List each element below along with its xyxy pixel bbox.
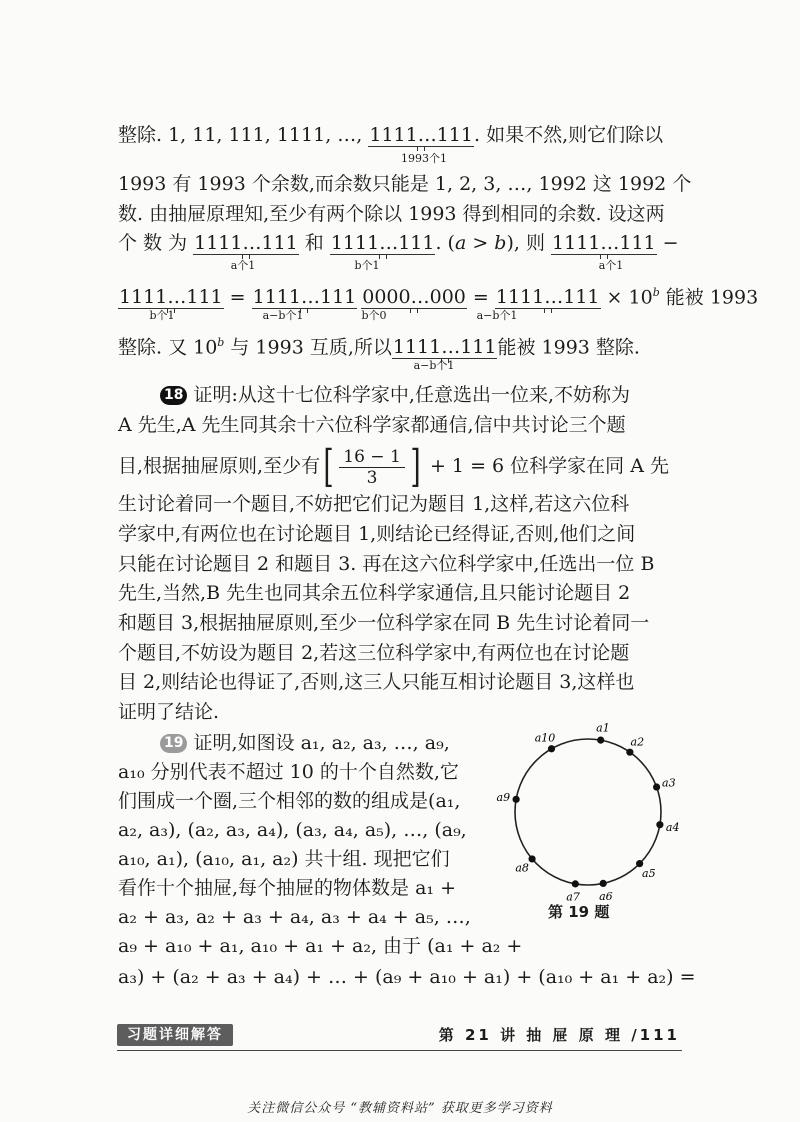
section-tag: 习题详细解答 xyxy=(117,1024,233,1046)
watermark: 关注微信公众号 “教辅资料站” 获取更多学习资料 xyxy=(247,1101,553,1116)
p18-line-8: 和题目 3,根据抽屉原则,至少一位科学家在同 B 先生讨论着同一 xyxy=(118,612,650,634)
node-a7 xyxy=(572,880,579,887)
node-a8 xyxy=(528,855,535,862)
text-span: 能被 1993 xyxy=(659,286,759,309)
underbrace-b-ones: 1111…111 xyxy=(330,232,435,254)
p18-line-3 xyxy=(118,441,669,492)
p19-line-4: a₂, a₃), (a₂, a₃, a₄), (a₃, a₄, a₅), …, (a₉, xyxy=(118,819,467,841)
p18-line-9: 个题目,不妨设为题目 2,若这三位科学家中,有两位也在讨论题 xyxy=(118,642,630,664)
text-line-4 xyxy=(118,231,679,255)
text-span: 整除. 又 10 xyxy=(118,336,218,359)
underbrace-amb-ones-2: 1111…111 xyxy=(495,286,600,309)
text-line-6 xyxy=(118,331,640,359)
text-span: 整除. 1, 11, 111, 1111, …, xyxy=(118,124,369,146)
node-label-a9: a9 xyxy=(496,791,511,805)
p18-line-7: 先生,当然,B 先生也同其余五位科学家通信,且只能讨论题目 2 xyxy=(118,582,631,604)
node-a1 xyxy=(597,737,604,744)
text-span: 与 1993 互质,所以 xyxy=(224,336,392,359)
node-label-a8: a8 xyxy=(515,861,529,875)
text-span: > xyxy=(466,232,495,254)
fraction xyxy=(339,447,405,488)
underbrace-label: 1993个1 xyxy=(401,152,447,165)
node-a3 xyxy=(653,783,660,790)
p18-line-4: 生讨论着同一个题目,不妨把它们记为题目 1,这样,若这六位科 xyxy=(118,493,630,515)
node-a4 xyxy=(656,821,663,828)
node-label-a10: a10 xyxy=(534,731,556,745)
text-span: . ( xyxy=(435,232,455,254)
underbrace-ones-1993: 1111…111 xyxy=(369,124,473,146)
underbrace-label: a−b个1 xyxy=(413,359,455,372)
node-a6 xyxy=(600,880,607,887)
node-a2 xyxy=(626,749,633,756)
text-span: 个 数 为 xyxy=(118,232,194,254)
text-line-5 xyxy=(118,281,758,309)
underbrace-label: b个1 xyxy=(354,259,380,272)
superscript-b: b xyxy=(652,286,660,299)
node-label-a4: a4 xyxy=(665,820,680,834)
chapter-page: 第 21 讲 抽 屉 原 理 /111 xyxy=(438,1026,680,1044)
underbrace-label: b个0 xyxy=(361,309,387,322)
node-a10 xyxy=(548,745,555,752)
p18-line-1 xyxy=(160,383,630,407)
text-span: 能被 1993 整除. xyxy=(497,336,640,359)
text-line-1 xyxy=(118,123,663,147)
text-line-2: 1993 有 1993 个余数,而余数只能是 1, 2, 3, …, 1992 这 1992 个 xyxy=(118,173,692,195)
p18-line-10: 目 2,则结论也得证了,否则,这三人只能互相讨论题目 3,这样也 xyxy=(118,671,635,693)
underbrace-amb-ones-3: 1111…111 xyxy=(392,336,497,359)
problem-number-19: 19 xyxy=(160,734,187,753)
p19-line-8: a₉ + a₁₀ + a₁, a₁₀ + a₁ + a₂, 由于 (a₁ + a₂ + xyxy=(118,935,523,957)
p18-line-5: 学家中,有两位也在讨论题目 1,则结论已经得证,否则,他们之间 xyxy=(118,523,636,545)
node-label-a3: a3 xyxy=(662,776,676,790)
p19-line-7: a₂ + a₃, a₂ + a₃ + a₄, a₃ + a₄ + a₅, …, xyxy=(118,906,471,928)
p19-line-9: a₃) + (a₂ + a₃ + a₄) + … + (a₉ + a₁₀ + a₁) + (a₁₀ + a₁ + a₂) = xyxy=(118,966,696,988)
var-b: b xyxy=(494,232,507,254)
text-span: 证明:从这十七位科学家中,任意选出一位来,不妨称为 xyxy=(187,384,631,406)
text-span: 证明,如图设 a₁, a₂, a₃, …, a₉, xyxy=(187,732,450,754)
footer-rule xyxy=(117,1050,682,1051)
underbrace-label: a个1 xyxy=(230,259,256,272)
text-span: ), 则 xyxy=(506,232,552,254)
floor-bracket-right: ] xyxy=(410,441,421,492)
node-label-a7: a7 xyxy=(566,890,580,904)
problem-number-18: 18 xyxy=(160,386,187,405)
fraction-denominator: 3 xyxy=(366,467,378,488)
underbrace-label: a个1 xyxy=(598,259,624,272)
text-span: = xyxy=(223,286,252,309)
underbrace-b-ones-2: 1111…111 xyxy=(119,286,223,309)
underbrace-a-ones: 1111…111 xyxy=(194,232,298,254)
p18-line-2: A 先生,A 先生同其余十六位科学家都通信,信中共讨论三个题 xyxy=(118,414,626,436)
underbrace-label: a−b个1 xyxy=(262,309,304,322)
node-label-a2: a2 xyxy=(630,735,645,749)
text-span: − xyxy=(656,232,679,254)
p18-line-6: 只能在讨论题目 2 和题目 3. 再在这六位科学家中,任选出一位 B xyxy=(118,553,655,575)
p19-line-3: 们围成一个圈,三个相邻的数的组成是(a₁, xyxy=(118,790,461,812)
text-span: 目,根据抽屉原则,至少有 xyxy=(118,455,321,477)
node-label-a1: a1 xyxy=(596,721,610,735)
text-span: + 1 = 6 位科学家在同 A 先 xyxy=(423,455,669,477)
p19-line-1 xyxy=(160,731,450,755)
text-line-3: 数. 由抽屉原理知,至少有两个除以 1993 得到相同的余数. 设这两 xyxy=(118,203,665,225)
node-a9 xyxy=(513,796,520,803)
text-span: × 10 xyxy=(600,286,653,309)
underbrace-amb-ones: 1111…111 xyxy=(252,286,357,309)
superscript-b: b xyxy=(217,336,225,349)
underbrace-b-zeros: 0000…000 xyxy=(362,286,466,309)
var-a: a xyxy=(454,232,467,254)
text-span: 和 xyxy=(298,232,330,254)
underbrace-label: b个1 xyxy=(149,309,175,322)
text-span: = xyxy=(466,286,495,309)
node-label-a6: a6 xyxy=(599,890,613,904)
underbrace-a-ones-2: 1111…111 xyxy=(552,232,656,254)
text-span: . 如果不然,则它们除以 xyxy=(473,124,664,146)
circle-figure xyxy=(490,721,690,904)
figure-caption: 第 19 题 xyxy=(548,903,610,921)
p19-line-5: a₁₀, a₁), (a₁₀, a₁, a₂) 共十组. 现把它们 xyxy=(118,848,450,870)
node-label-a5: a5 xyxy=(642,866,656,880)
underbrace-label: a−b个1 xyxy=(476,309,518,322)
p19-line-6: 看作十个抽屉,每个抽屉的物体数是 a₁ + xyxy=(118,877,456,899)
floor-bracket-left: [ xyxy=(323,441,334,492)
p18-line-11: 证明了结论. xyxy=(118,701,220,723)
fraction-numerator: 16 − 1 xyxy=(339,447,405,468)
p19-line-2: a₁₀ 分别代表不超过 10 的十个自然数,它 xyxy=(118,761,459,783)
